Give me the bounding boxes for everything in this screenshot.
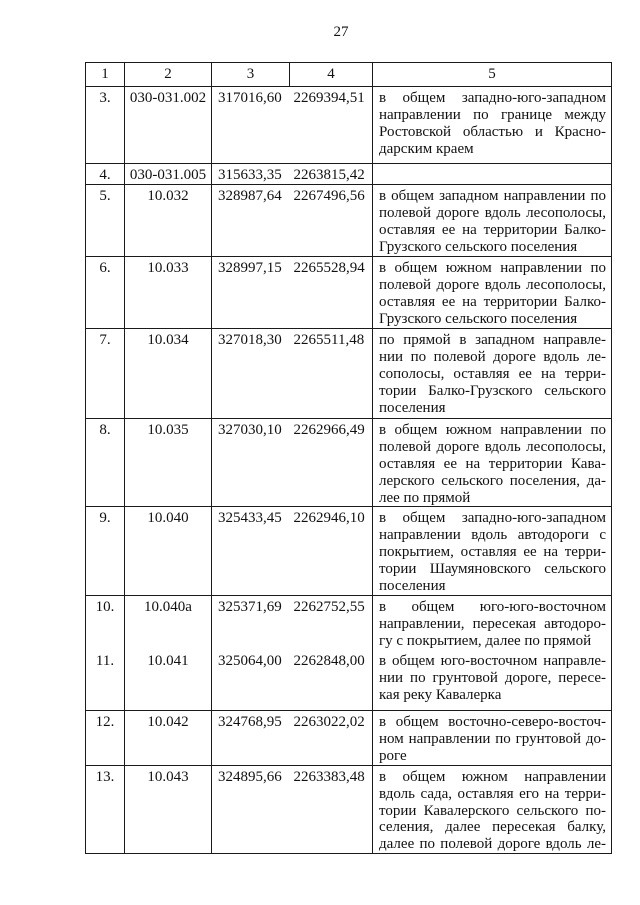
point-id: 030-031.002 xyxy=(125,87,212,164)
coordinate-col-4: 2262752,55 xyxy=(290,595,373,650)
coordinate-col-4: 2265511,48 xyxy=(290,328,373,418)
table-row xyxy=(86,184,612,256)
description-line: нии по грунтовой дороге, пересе- xyxy=(379,670,606,687)
row-number: 10. xyxy=(86,595,125,650)
description-line: ном направлении по грунтовой до- xyxy=(379,730,606,747)
coordinate-col-3: 325064,00 xyxy=(212,650,290,710)
description-line: направлении вдоль автодороги с xyxy=(379,527,606,544)
coordinate-col-4: 2265528,94 xyxy=(290,256,373,328)
description-line: оставляя ее на территории Балко- xyxy=(379,293,606,310)
coordinate-col-3: 325371,69 xyxy=(212,595,290,650)
coordinate-col-4: 2263022,02 xyxy=(290,710,373,765)
row-number: 5. xyxy=(86,184,125,256)
header-col-1: 1 xyxy=(86,63,125,87)
description-line: направлении, пересекая автодоро- xyxy=(379,615,606,632)
point-id: 10.040а xyxy=(125,595,212,650)
direction-description xyxy=(373,87,612,164)
direction-description xyxy=(373,650,612,710)
table-row xyxy=(86,328,612,418)
table-header xyxy=(86,63,612,87)
table-row xyxy=(86,507,612,596)
description-line: полевой дороге вдоль лесополосы, xyxy=(379,276,606,293)
description-line: полевой дороге вдоль лесополосы, xyxy=(379,438,606,455)
row-number: 8. xyxy=(86,418,125,507)
description-line: Грузского сельского поселения xyxy=(379,238,578,255)
description-line: лерского сельского поселения, да- xyxy=(379,472,606,489)
coordinate-col-3: 324768,95 xyxy=(212,710,290,765)
point-id: 10.041 xyxy=(125,650,212,710)
description-line: роге xyxy=(379,747,407,764)
description-line: оставляя ее на территории Кава- xyxy=(379,455,606,472)
description-line: вдоль сада, оставляя его на терри- xyxy=(379,785,606,802)
row-number: 11. xyxy=(86,650,125,710)
table-row xyxy=(86,418,612,507)
direction-description xyxy=(373,418,612,507)
table-row xyxy=(86,595,612,650)
description-line: направлении по границе между xyxy=(379,106,606,123)
description-line: гу с покрытием, далее по прямой xyxy=(379,632,592,649)
description-line: поселения xyxy=(379,578,446,595)
table-row xyxy=(86,765,612,854)
row-number: 12. xyxy=(86,710,125,765)
direction-description xyxy=(373,328,612,418)
description-line: Ростовской областью и Красно- xyxy=(379,123,606,140)
description-line: по прямой в западном направле- xyxy=(379,331,606,348)
page-number: 27 xyxy=(333,24,349,40)
description-line: в общем западно-юго-западном xyxy=(379,510,606,527)
coordinate-col-3: 328997,15 xyxy=(212,256,290,328)
direction-description xyxy=(373,765,612,854)
direction-description xyxy=(373,164,612,185)
description-line: в общем юго-юго-восточном xyxy=(379,598,606,615)
direction-description xyxy=(373,184,612,256)
header-col-4: 4 xyxy=(290,63,373,87)
point-id: 10.040 xyxy=(125,507,212,596)
description-line: в общем южном направлении по xyxy=(379,259,606,276)
header-col-3: 3 xyxy=(212,63,290,87)
header-col-2: 2 xyxy=(125,63,212,87)
coordinate-col-4: 2262946,10 xyxy=(290,507,373,596)
description-line: поселения xyxy=(379,399,446,416)
description-line: в общем южном направлении по xyxy=(379,421,606,438)
direction-description xyxy=(373,507,612,596)
coordinate-col-3: 328987,64 xyxy=(212,184,290,256)
coordinate-col-3: 327018,30 xyxy=(212,328,290,418)
row-number: 9. xyxy=(86,507,125,596)
description-line: далее по полевой дороге вдоль ле- xyxy=(379,836,606,853)
description-line: в общем западно-юго-западном xyxy=(379,90,606,106)
coordinate-col-4: 2263815,42 xyxy=(290,164,373,185)
table-body xyxy=(86,87,612,854)
point-id: 030-031.005 xyxy=(125,164,212,185)
direction-description xyxy=(373,710,612,765)
header-row xyxy=(86,63,612,87)
description-line: тории Шаумяновского сельского xyxy=(379,561,606,578)
coordinate-col-3: 325433,45 xyxy=(212,507,290,596)
point-id: 10.035 xyxy=(125,418,212,507)
row-number: 4. xyxy=(86,164,125,185)
direction-description xyxy=(373,595,612,650)
description-line: кая реку Кавалерка xyxy=(379,687,502,704)
description-line: полевой дороге вдоль лесополосы, xyxy=(379,204,606,221)
table-row xyxy=(86,650,612,710)
coordinate-col-4: 2269394,51 xyxy=(290,87,373,164)
coordinate-col-3: 317016,60 xyxy=(212,87,290,164)
description-line: в общем юго-восточном направле- xyxy=(379,653,606,670)
coordinate-col-3: 327030,10 xyxy=(212,418,290,507)
row-number: 3. xyxy=(86,87,125,164)
direction-description xyxy=(373,256,612,328)
description-line: в общем южном направлении xyxy=(379,768,606,785)
boundary-points-table xyxy=(85,62,612,854)
table-row xyxy=(86,256,612,328)
description-line: сополосы, оставляя ее на терри- xyxy=(379,365,606,382)
description-line: в общем восточно-северо-восточ- xyxy=(379,713,606,730)
coordinate-col-3: 315633,35 xyxy=(212,164,290,185)
coordinate-col-4: 2263383,48 xyxy=(290,765,373,854)
point-id: 10.034 xyxy=(125,328,212,418)
row-number: 7. xyxy=(86,328,125,418)
row-number: 13. xyxy=(86,765,125,854)
table-row xyxy=(86,87,612,164)
header-col-5: 5 xyxy=(373,63,612,87)
row-number: 6. xyxy=(86,256,125,328)
description-line: оставляя ее на территории Балко- xyxy=(379,221,606,238)
point-id: 10.033 xyxy=(125,256,212,328)
table-row xyxy=(86,164,612,185)
description-line: лее по прямой xyxy=(379,489,471,506)
description-line: в общем западном направлении по xyxy=(379,187,606,204)
table-row xyxy=(86,710,612,765)
point-id: 10.032 xyxy=(125,184,212,256)
coordinate-col-3: 324895,66 xyxy=(212,765,290,854)
description-line: нии по полевой дороге вдоль ле- xyxy=(379,348,606,365)
description-line: покрытием, оставляя ее на терри- xyxy=(379,544,606,561)
description-line: селения, далее пересекая балку, xyxy=(379,819,606,836)
description-line: тории Балко-Грузского сельского xyxy=(379,382,606,399)
coordinate-col-4: 2267496,56 xyxy=(290,184,373,256)
point-id: 10.043 xyxy=(125,765,212,854)
description-line: Грузского сельского поселения xyxy=(379,310,578,327)
point-id: 10.042 xyxy=(125,710,212,765)
description-line: дарским краем xyxy=(379,140,474,157)
coordinate-col-4: 2262966,49 xyxy=(290,418,373,507)
description-line: тории Кавалерского сельского по- xyxy=(379,802,606,819)
coordinate-col-4: 2262848,00 xyxy=(290,650,373,710)
